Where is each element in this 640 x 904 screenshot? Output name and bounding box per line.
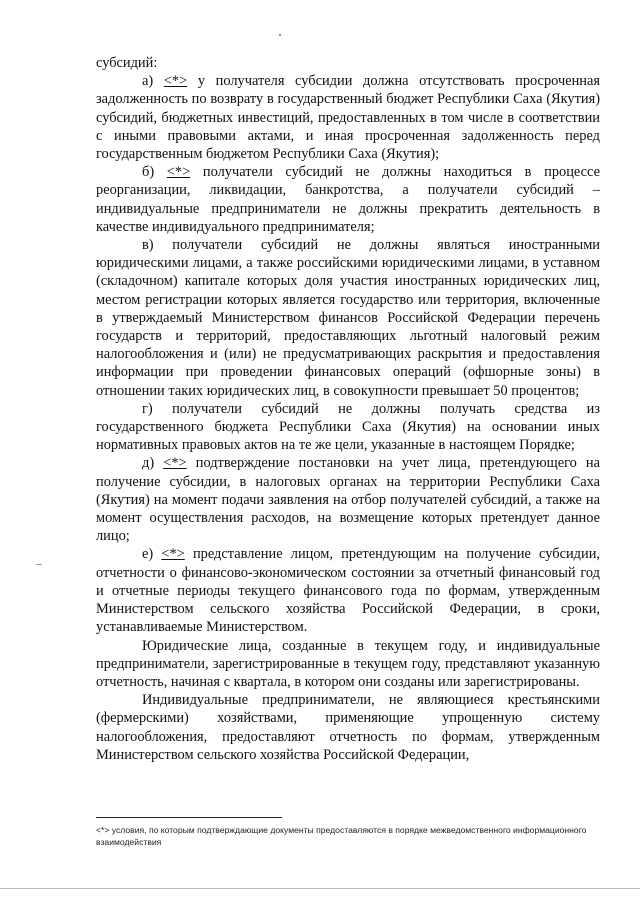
item-e-text: представление лицом, претендующим на получение субсидии, отчетности о финансово-экономическом состоянии за отчетный финансовый год и отчетные периоды текущего финансового года по формам, утвержденным Министерством сельского хозяйства Российской Федерации, в сроки, устанавливаемые Министерством. [96,546,600,636]
paragraph-legal-entities: Юридические лица, созданные в текущем году, и индивидуальные предприниматели, зарегистрированные в текущем году, представляют указанную отчетность, начиная с квартала, в котором они созданы или зарегистрированы. [96,637,600,690]
document-body [96,54,600,764]
intro-text: субсидий: [96,55,158,71]
item-d-text: подтверждение постановки на учет лица, претендующего на получение субсидии, в налоговых органах на территории Республики Саха (Якутия) на момент подачи заявления на отбор получателей субсидий, а также на момент осуществления расходов, на возмещение которых претендует данное лицо; [96,455,600,545]
footnote-separator [96,817,282,818]
item-a-prefix: а) [142,73,164,90]
item-e-footnote-link[interactable]: <*> [161,546,185,563]
item-b-prefix: б) [142,164,167,181]
paragraph-intro [96,54,600,72]
paragraph-b [96,163,600,236]
item-a-footnote-link[interactable]: <*> [163,73,188,90]
item-b-footnote-link[interactable]: <*> [166,164,191,181]
item-e-prefix: е) [142,546,162,563]
paragraph-g: г) получатели субсидий не должны получать средства из государственного бюджета Республики Саха (Якутия) на основании иных нормативных правовых актов на те же цели, указанные в настоящем Порядке; [96,400,600,454]
item-a-text: у получателя субсидии должна отсутствовать просроченная задолженность по возврату в государственный бюджет Республики Саха (Якутия) субсидий, бюджетных инвестиций, предоставленных в том числе в соответствии с иными правовыми актами, и иная просроченная задолженность перед государственным бюджетом Республики Саха (Якутия); [96,73,601,163]
item-b-text: получатели субсидий не должны находиться в процессе реорганизации, ликвидации, банкротства, а получатели субсидий – индивидуальные предприниматели не должны прекратить деятельность в качестве индивидуального предпринимателя; [96,164,600,235]
margin-mark [36,564,42,565]
scan-dot [279,34,281,36]
item-d-prefix: д) [142,455,164,472]
paragraph-entrepreneurs: Индивидуальные предприниматели, не являющиеся крестьянскими (фермерскими) хозяйствами, применяющие упрощенную систему налогообложения, предоставляют отчетность по формам, утвержденным Министерством сельского хозяйства Российской Федерации, [96,692,600,763]
paragraph-v: в) получатели субсидий не должны являться иностранными юридическими лицами, а также российскими юридическими лицами, в уставном (складочном) капитале которых доля участия иностранных юридических лиц, местом регистрации которых является государство или территория, включенные в утверждаемый Министерством финансов Российской Федерации перечень государств и территорий, предоставляющих льготный налоговый режим налогообложения и (или) не предусматривающих раскрытия и предоставления информации при проведении финансовых операций (офшорные зоны) в отношении таких юридических лиц, в совокупности превышает 50 процентов; [96,237,600,399]
item-d-footnote-link[interactable]: <*> [163,455,187,472]
paragraph-e [96,545,600,636]
paragraph-d [96,454,600,545]
paragraph-a [96,72,600,163]
page-bottom-edge [0,888,640,889]
footnote: <*> условия, по которым подтверждающие документы предоставляются в порядке межведомственного информационного взаимодействия [96,825,587,847]
